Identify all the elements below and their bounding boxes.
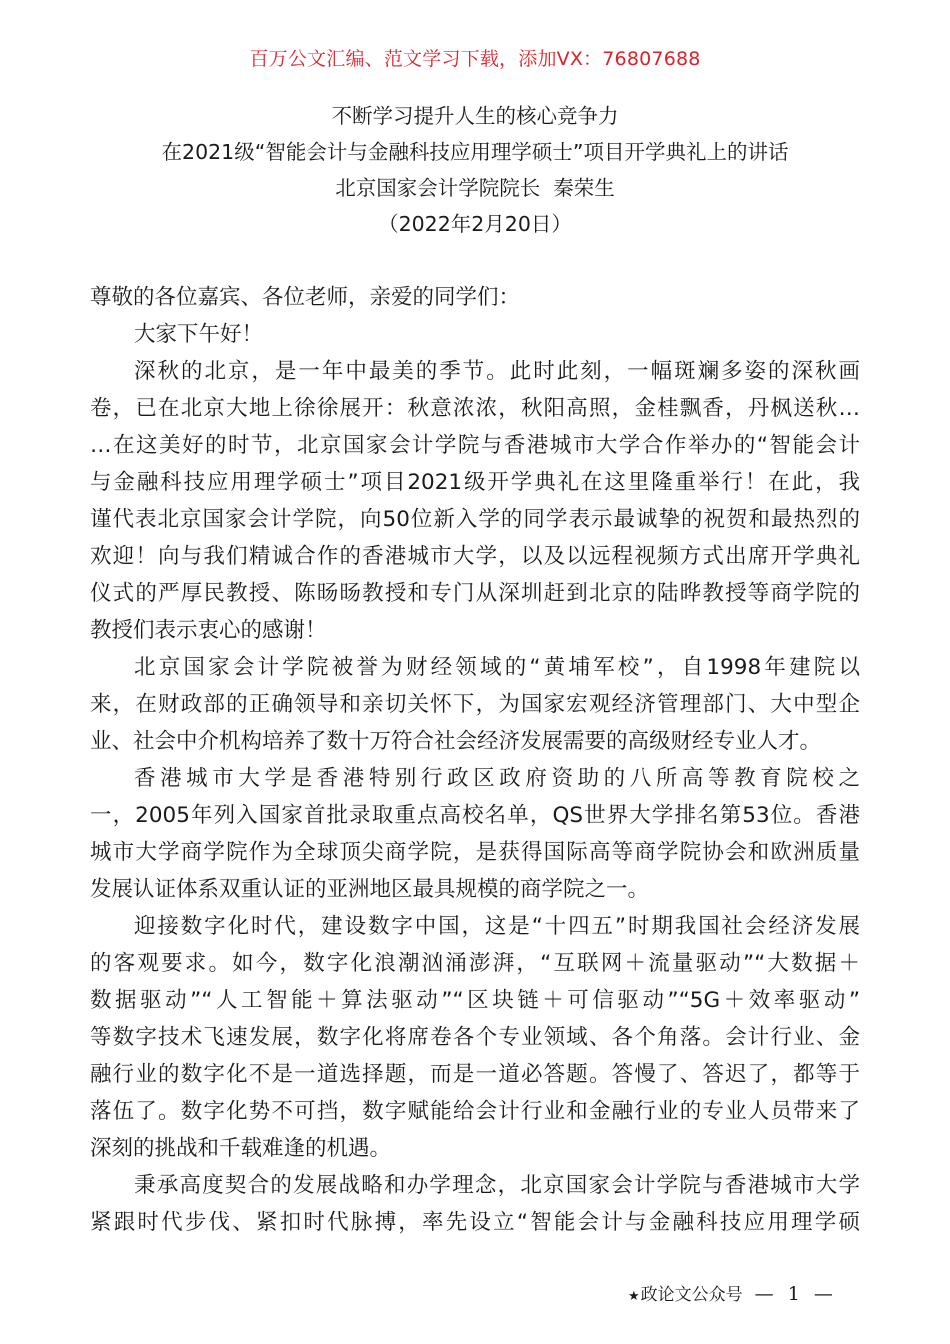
paragraph-line: 落伍了。数字化势不可挡，数字赋能给会计行业和金融行业的专业人员带来了 [90,1099,860,1124]
page-footer [628,1280,837,1311]
greeting: 大家下午好！ [134,322,264,347]
footer-source: 政论文公众号 [640,1285,743,1305]
paragraph-line: 欢迎！向与我们精诚合作的香港城市大学，以及以远程视频方式出席开学典礼 [90,544,860,569]
paragraph-line: 紧跟时代步伐、紧扣时代脉搏，率先设立“智能会计与金融科技应用理学硕 [90,1210,860,1235]
salutation: 尊敬的各位嘉宾、各位老师，亲爱的同学们： [90,285,521,310]
paragraph [90,908,860,1167]
paragraph-line: 城市大学商学院作为全球顶尖商学院，是获得国际高等商学院协会和欧洲质量 [90,840,860,865]
paragraph-line: 数据驱动”“人工智能＋算法驱动”“区块链＋可信驱动”“5G＋效率驱动” [90,988,860,1013]
watermark-banner: 百万公文汇编、范文学习下载，添加VX：76807688 [249,48,701,70]
paragraph [90,1167,860,1241]
paragraph-line: 香港城市大学是香港特别行政区政府资助的八所高等教育院校之 [134,766,860,791]
paragraph-line: 业、社会中介机构培养了数十万符合社会经济发展需要的高级财经专业人才。 [90,729,822,754]
paragraph-line: 教授们表示衷心的感谢！ [90,618,327,643]
document-body [90,279,860,1241]
speech-date: （2022年2月20日） [378,212,572,236]
paragraph [90,760,860,908]
paragraph-line: …在这美好的时节，北京国家会计学院与香港城市大学合作举办的“智能会计 [90,433,860,458]
paragraph-line: 深秋的北京，是一年中最美的季节。此时此刻，一幅斑斓多姿的深秋画 [134,359,860,384]
document-title: 不断学习提升人生的核心竞争力 [331,104,619,128]
paragraph-line: 迎接数字化时代，建设数字中国，这是“十四五”时期我国社会经济发展 [134,914,860,939]
document-subtitle: 在2021级“智能会计与金融科技应用理学硕士”项目开学典礼上的讲话 [161,140,789,164]
paragraph-line: 卷，已在北京大地上徐徐展开：秋意浓浓，秋阳高照，金桂飘香，丹枫送秋… [90,396,860,421]
speaker-line: 北京国家会计学院院长 秦荣生 [335,176,615,200]
paragraph-line: 融行业的数字化不是一道选择题，而是一道必答题。答慢了、答迟了，都等于 [90,1062,860,1087]
paragraph-line: 仪式的严厚民教授、陈旸旸教授和专门从深圳赶到北京的陆晔教授等商学院的 [90,581,860,606]
paragraph-line: 北京国家会计学院被誉为财经领域的“黄埔军校”，自1998年建院以 [134,655,860,680]
paragraph-line: 与金融科技应用理学硕士”项目2021级开学典礼在这里隆重举行！在此，我 [90,470,860,495]
paragraph-line: 来，在财政部的正确领导和亲切关怀下，为国家宏观经济管理部门、大中型企 [90,692,860,717]
paragraph-line: 一，2005年列入国家首批录取重点高校名单，QS世界大学排名第53位。香港 [90,803,860,828]
paragraph-line: 谨代表北京国家会计学院，向50位新入学的同学表示最诚挚的祝贺和最热烈的 [90,507,860,532]
paragraph-line: 秉承高度契合的发展战略和办学理念，北京国家会计学院与香港城市大学 [134,1173,860,1198]
document-header [0,98,950,242]
paragraph-line: 发展认证体系双重认证的亚洲地区最具规模的商学院之一。 [90,877,650,902]
paragraph-line: 的客观要求。如今，数字化浪潮汹涌澎湃，“互联网＋流量驱动”“大数据＋ [90,951,860,976]
paragraph-line: 等数字技术飞速发展，数字化将席卷各个专业领域、各个角落。会计行业、金 [90,1025,860,1050]
page-number: — 1 — [754,1283,837,1305]
paragraph [90,649,860,760]
star-icon: ★ [628,1289,640,1304]
paragraph [90,353,860,649]
paragraph-line: 深刻的挑战和千载难逢的机遇。 [90,1136,392,1161]
